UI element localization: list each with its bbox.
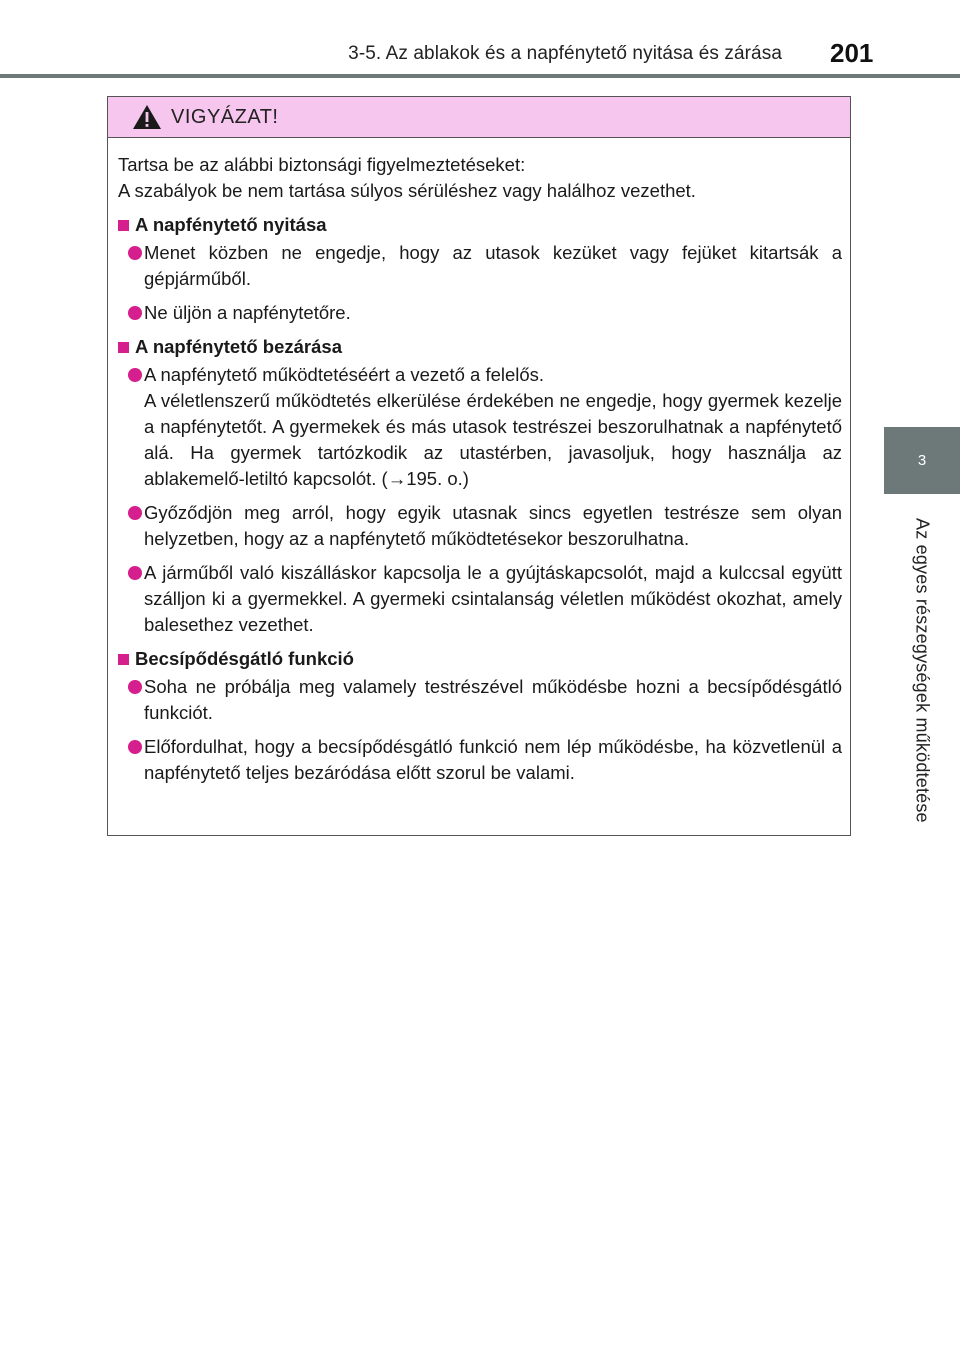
warning-label: VIGYÁZAT! <box>171 105 279 128</box>
chapter-side-label: Az egyes részegységek működtetése <box>912 518 933 823</box>
bullet-text: A napfénytető működtetéséért a vezető a felelős. <box>144 364 545 385</box>
section-title <box>118 212 842 238</box>
bullet-dot-icon <box>128 368 142 382</box>
bullet-item <box>118 240 842 292</box>
bullet-text: Menet közben ne engedje, hogy az utasok kezüket vagy fejüket kitartsák a gépjárműből. <box>144 242 842 289</box>
chapter-tab: 3 <box>884 427 960 494</box>
section-title <box>118 646 842 672</box>
bullet-item <box>118 362 842 492</box>
warning-body <box>108 138 850 786</box>
warning-triangle-icon <box>132 104 162 130</box>
bullet-dot-icon <box>128 506 142 520</box>
section-square-icon <box>118 220 129 231</box>
bullet-text: Előfordulhat, hogy a becsípődésgátló funkció nem lép működésbe, ha közvetlenül a napfénytető teljes bezáródása előtt szorul be valami. <box>144 736 842 783</box>
bullet-item <box>118 500 842 552</box>
section-square-icon <box>118 654 129 665</box>
bullet-dot-icon <box>128 680 142 694</box>
section-title-text: Becsípődésgátló funkció <box>135 648 354 669</box>
bullet-text: Ne üljön a napfénytetőre. <box>144 302 351 323</box>
bullet-dot-icon <box>128 246 142 260</box>
page-header-title: 3-5. Az ablakok és a napfénytető nyitása és zárása <box>348 43 782 64</box>
section-square-icon <box>118 342 129 353</box>
chapter-side-text <box>884 494 960 864</box>
warning-header <box>108 97 850 138</box>
bullet-text: Győződjön meg arról, hogy egyik utasnak sincs egyetlen testrésze sem olyan helyzetben, hogy az a napfénytető működtetésekor beszorulhatna. <box>144 502 842 549</box>
warning-box <box>107 96 851 836</box>
section-title-text: A napfénytető nyitása <box>135 214 327 235</box>
bullet-text: A járműből való kiszálláskor kapcsolja le a gyújtáskapcsolót, majd a kulccsal együtt szálljon ki a gyermekkel. A gyermeki csintalanság véletlen működést okozhat, amely balesethez vezethet. <box>144 562 842 635</box>
intro-line: Tartsa be az alábbi biztonsági figyelmeztetéseket: <box>118 154 526 175</box>
bullet-text: A véletlenszerű működtetés elkerülése érdekében ne engedje, hogy gyermek kezelje a napfénytetőt. A gyermekek és más utasok testrészei beszorulhatnak a napfénytető alá. Ha gyermek tartózkodik az utastérben, javasoljuk, hogy használja az ablakemelő-letiltó kapcsolót. (→195. o.) <box>144 390 842 489</box>
section-title <box>118 334 842 360</box>
intro-line: A szabályok be nem tartása súlyos sérüléshez vagy halálhoz vezethet. <box>118 180 696 201</box>
page-number: 201 <box>830 38 874 68</box>
warning-intro <box>118 152 842 204</box>
bullet-dot-icon <box>128 740 142 754</box>
section-title-text: A napfénytető bezárása <box>135 336 342 357</box>
bullet-item <box>118 734 842 786</box>
bullet-text: Soha ne próbálja meg valamely testrészével működésbe hozni a becsípődésgátló funkciót. <box>144 676 842 723</box>
bullet-item <box>118 560 842 638</box>
bullet-item <box>118 674 842 726</box>
bullet-item <box>118 300 842 326</box>
bullet-dot-icon <box>128 306 142 320</box>
bullet-dot-icon <box>128 566 142 580</box>
header-rule <box>0 74 960 78</box>
